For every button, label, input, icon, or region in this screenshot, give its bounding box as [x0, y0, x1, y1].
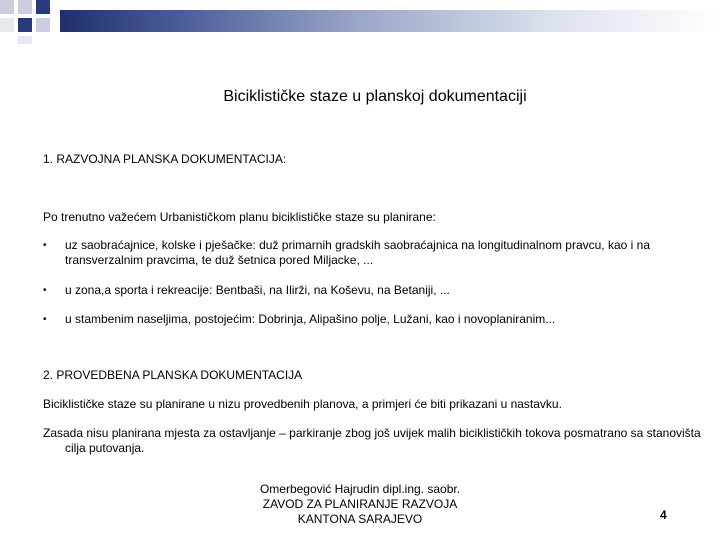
list-item: [43, 283, 703, 298]
intro-paragraph: Po trenutno važećem Urbanističkom planu biciklističke staze su planirane:: [43, 210, 436, 224]
footer-author: [230, 482, 490, 527]
deco-square: [18, 0, 32, 14]
list-item-text: uz saobraćajnice, kolske i pješačke: duž primarnih gradskih saobraćajnica na longitudinalnom pravcu, kao i na transverzalnim pravcima, te duž šetnica pored Miljacke, ...: [65, 238, 650, 267]
deco-square: [0, 18, 14, 32]
deco-square: [0, 0, 14, 14]
footer-line: Omerbegović Hajrudin dipl.ing. saobr.: [259, 482, 461, 496]
footer-line: ZAVOD ZA PLANIRANJE RAZVOJA: [262, 497, 458, 511]
list-item-text: u zona,a sporta i rekreacije: Bentbaši, na Ilirži, na Koševu, na Betaniji, ...: [65, 283, 450, 297]
deco-square: [18, 18, 32, 32]
list-item-text: u stambenim naseljima, postojećim: Dobrinja, Alipašino polje, Lužani, kao i novoplaniranim...: [65, 312, 556, 326]
header-decoration: [0, 0, 720, 36]
list-item: [43, 238, 703, 268]
bullet-icon: •: [43, 240, 47, 251]
parking-paragraph: Zasada nisu planirana mjesta za ostavljanje – parkiranje zbog još uvijek malih biciklističkih tokova posmatrano sa stanovišta cilja putovanja.: [43, 426, 701, 455]
deco-square: [36, 18, 50, 32]
slide-title: Biciklističke staze u planskoj dokumentaciji: [223, 88, 527, 105]
header-gradient-band: [60, 10, 720, 32]
bullet-icon: •: [43, 314, 47, 325]
page-number: 4: [660, 508, 667, 522]
provedbena-paragraph: Biciklističke staze su planirane u nizu provedbenih planova, a primjeri će biti prikazani u nastavku.: [43, 397, 562, 411]
bullet-icon: •: [43, 285, 47, 296]
deco-square: [18, 36, 32, 44]
list-item: [43, 312, 703, 327]
deco-square: [36, 0, 50, 14]
footer-line: KANTONA SARAJEVO: [297, 512, 423, 526]
section2-heading: 2. PROVEDBENA PLANSKA DOKUMENTACIJA: [43, 368, 303, 382]
section1-heading: 1. RAZVOJNA PLANSKA DOKUMENTACIJA:: [43, 152, 287, 166]
